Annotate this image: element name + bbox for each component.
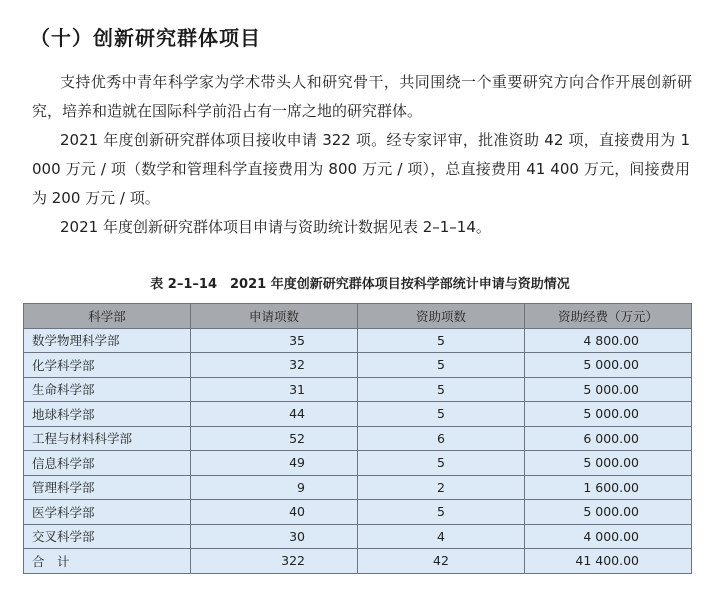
- column-header-funding: 资助经费（万元）: [525, 304, 692, 329]
- cell-department: 化学科学部: [24, 353, 191, 378]
- cell-department: 工程与材料科学部: [24, 426, 191, 451]
- cell-funding: 5 000.00: [525, 377, 692, 402]
- cell-applications: 9: [191, 475, 358, 500]
- cell-department: 地球科学部: [24, 402, 191, 427]
- cell-department: 交叉科学部: [24, 524, 191, 549]
- cell-applications: 31: [191, 377, 358, 402]
- paragraph-3: 2021 年度创新研究群体项目申请与资助统计数据见表 2–1–14。: [60, 218, 491, 236]
- cell-funded: 5: [358, 353, 525, 378]
- column-header-funded: 资助项数: [358, 304, 525, 329]
- cell-applications: 32: [191, 353, 358, 378]
- cell-funding: 5 000.00: [525, 451, 692, 476]
- cell-applications: 44: [191, 402, 358, 427]
- table-header-row: [24, 304, 692, 329]
- cell-department: 数学物理科学部: [24, 328, 191, 353]
- cell-applications: 30: [191, 524, 358, 549]
- table-row: [24, 426, 692, 451]
- table-row: [24, 524, 692, 549]
- cell-total-applications: 322: [191, 549, 358, 574]
- cell-funding: 4 000.00: [525, 524, 692, 549]
- cell-funding: 5 000.00: [525, 353, 692, 378]
- cell-funded: 5: [358, 451, 525, 476]
- section-title: （十）创新研究群体项目: [30, 26, 261, 50]
- table-row: [24, 353, 692, 378]
- cell-funding: 1 600.00: [525, 475, 692, 500]
- cell-funded: 2: [358, 475, 525, 500]
- cell-funded: 5: [358, 402, 525, 427]
- cell-department: 生命科学部: [24, 377, 191, 402]
- column-header-department: 科学部: [24, 304, 191, 329]
- table-row: [24, 500, 692, 525]
- column-header-applications: 申请项数: [191, 304, 358, 329]
- cell-applications: 49: [191, 451, 358, 476]
- table-row: [24, 402, 692, 427]
- cell-funded: 5: [358, 328, 525, 353]
- table-row: [24, 475, 692, 500]
- cell-total-funded: 42: [358, 549, 525, 574]
- cell-department: 管理科学部: [24, 475, 191, 500]
- cell-funding: 5 000.00: [525, 402, 692, 427]
- cell-funding: 4 800.00: [525, 328, 692, 353]
- cell-applications: 35: [191, 328, 358, 353]
- cell-funded: 5: [358, 377, 525, 402]
- table-total-row: [24, 549, 692, 574]
- cell-department: 信息科学部: [24, 451, 191, 476]
- cell-total-label: 合 计: [24, 549, 191, 574]
- cell-department: 医学科学部: [24, 500, 191, 525]
- table-caption: 表 2–1–14 2021 年度创新研究群体项目按科学部统计申请与资助情况: [150, 277, 570, 292]
- table-row: [24, 328, 692, 353]
- paragraph-2: 2021 年度创新研究群体项目接收申请 322 项。经专家评审，批准资助 42 项，直接费用为 1 000 万元 / 项（数学和管理科学直接费用为 800 万元 / 项），总直接费用 41 400 万元，间接费用为 200 万元 / 项。: [32, 131, 690, 207]
- cell-funding: 6 000.00: [525, 426, 692, 451]
- table-row: [24, 377, 692, 402]
- cell-funded: 4: [358, 524, 525, 549]
- cell-funded: 5: [358, 500, 525, 525]
- cell-total-funding: 41 400.00: [525, 549, 692, 574]
- cell-funding: 5 000.00: [525, 500, 692, 525]
- cell-funded: 6: [358, 426, 525, 451]
- statistics-table: [23, 303, 691, 574]
- paragraph-1: 支持优秀中青年科学家为学术带头人和研究骨干，共同围绕一个重要研究方向合作开展创新研究，培养和造就在国际科学前沿占有一席之地的研究群体。: [32, 73, 692, 120]
- cell-applications: 52: [191, 426, 358, 451]
- cell-applications: 40: [191, 500, 358, 525]
- table-row: [24, 451, 692, 476]
